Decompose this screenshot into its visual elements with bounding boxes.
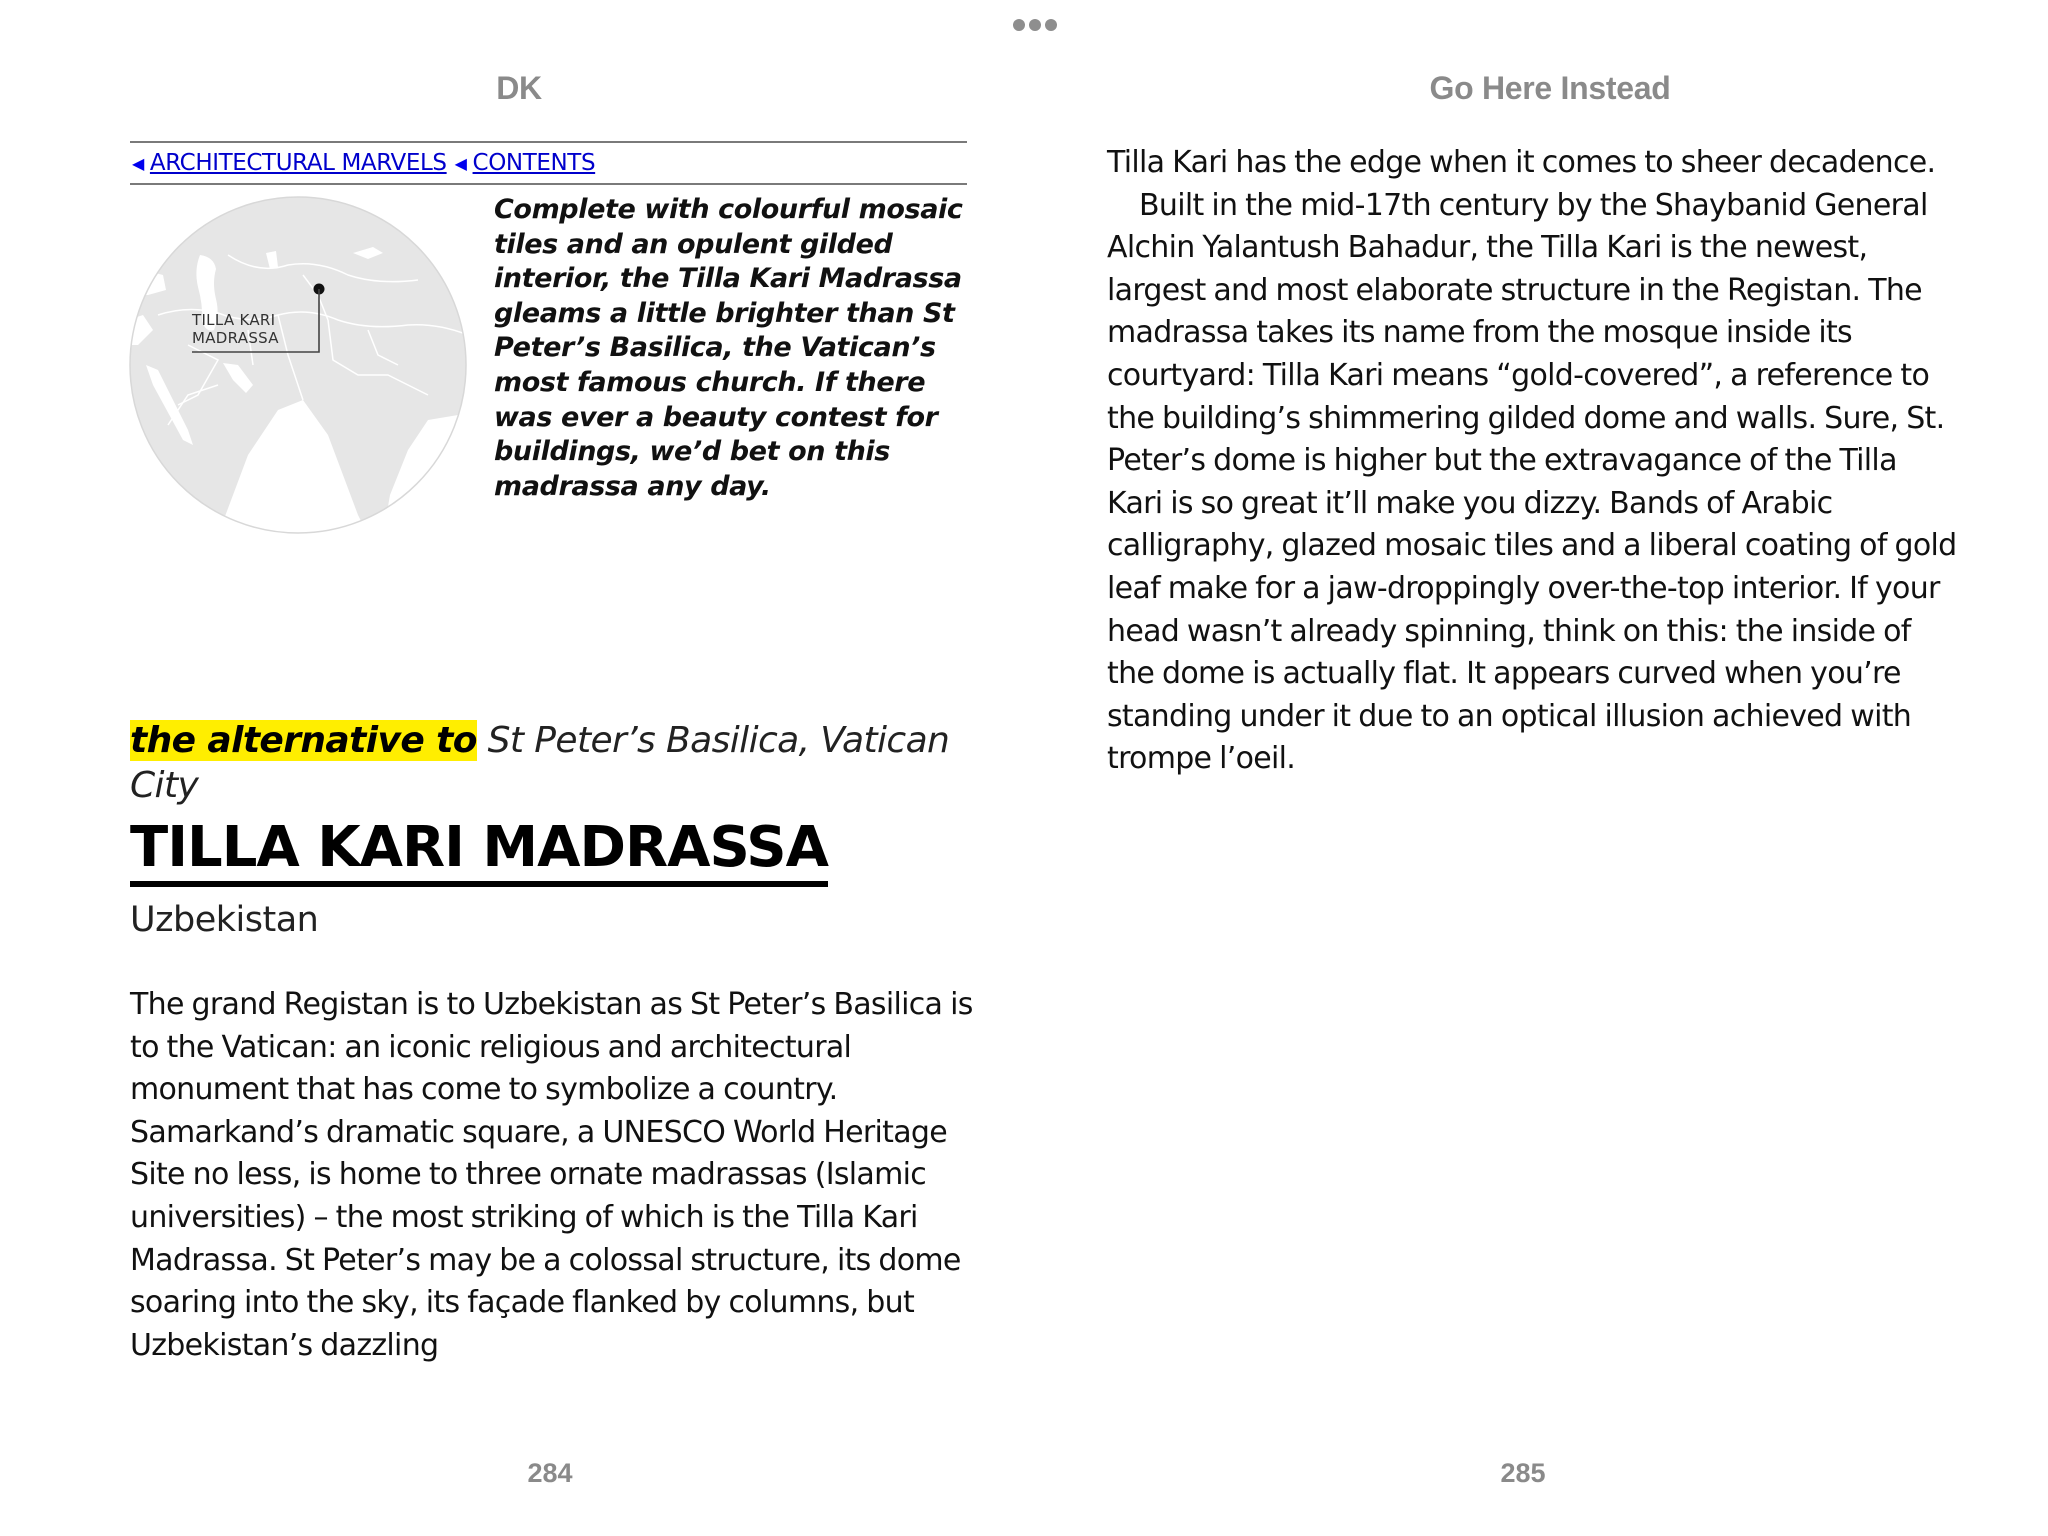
intro-blurb: Complete with colourful mosaic tiles and an opulent gilded interior, the Tilla Kari Madrassa gleams a little brighter than St Peter’s Basilica, the Vatican’s most famous church. If there was ever a beauty contest for buildings, we’d bet on this madrassa any day. bbox=[494, 194, 963, 502]
back-arrow-icon: ◀ bbox=[132, 153, 144, 173]
paragraph: Tilla Kari has the edge when it comes to sheer decadence. bbox=[1107, 145, 1936, 180]
map-label-line2: MADRASSA bbox=[192, 329, 279, 347]
body-text-left bbox=[130, 984, 980, 1367]
alternative-target: St Peter’s Basilica, Vatican City bbox=[130, 720, 950, 806]
dot bbox=[1045, 19, 1057, 31]
link-contents[interactable]: CONTENTS bbox=[472, 150, 596, 176]
page-number-left: 284 bbox=[527, 1458, 573, 1488]
page-number-right: 285 bbox=[1500, 1458, 1546, 1488]
paragraph: Built in the mid-17th century by the Shaybanid General Alchin Yalantush Bahadur, the Tilla Kari is the newest, largest and most elaborate structure in the Registan. The madrassa takes its name from the mosque inside its courtyard: Tilla Kari means “gold-covered”, a reference to the building’s shimmering gilded dome and walls. Sure, St. Peter’s dome is higher but the extravagance of the Tilla Kari is so great it’ll make you dizzy. Bands of Arabic calligraphy, glazed mosaic tiles and a liberal coating of gold leaf make for a jaw-droppingly over-the-top interior. If your head wasn’t already spinning, think on this: the inside of the dome is actually flat. It appears curved when you’re standing under it due to an optical illusion achieved with trompe l’oeil. bbox=[1107, 187, 1957, 777]
globe-map-icon bbox=[128, 195, 468, 535]
breadcrumb bbox=[130, 141, 967, 185]
running-head-left: DK bbox=[496, 70, 542, 106]
back-arrow-icon: ◀ bbox=[454, 153, 467, 173]
link-architectural-marvels[interactable]: ARCHITECTURAL MARVELS bbox=[149, 150, 447, 176]
dot bbox=[1029, 19, 1041, 31]
running-head-right: Go Here Instead bbox=[1429, 70, 1671, 106]
alternative-to-line bbox=[130, 718, 970, 808]
page-title: TILLA KARI MADRASSA bbox=[130, 815, 828, 887]
body-text-right bbox=[1107, 142, 1957, 781]
paragraph: The grand Registan is to Uzbekistan as St Peter’s Basilica is to the Vatican: an iconic religious and architectural monument that has come to symbolize a country. Samarkand’s dramatic square, a UNESCO World Heritage Site no less, is home to three ornate madrassas (Islamic universities) – the most striking of which is the Tilla Kari Madrassa. St Peter’s may be a colossal structure, its dome soaring into the sky, its façade flanked by columns, but Uzbekistan’s dazzling bbox=[130, 987, 973, 1363]
dot bbox=[1013, 19, 1025, 31]
more-dots-icon[interactable] bbox=[1013, 18, 1057, 32]
country-subtitle: Uzbekistan bbox=[130, 900, 319, 940]
map-label-line1: TILLA KARI bbox=[192, 311, 276, 329]
alternative-highlight: the alternative to bbox=[130, 720, 477, 761]
